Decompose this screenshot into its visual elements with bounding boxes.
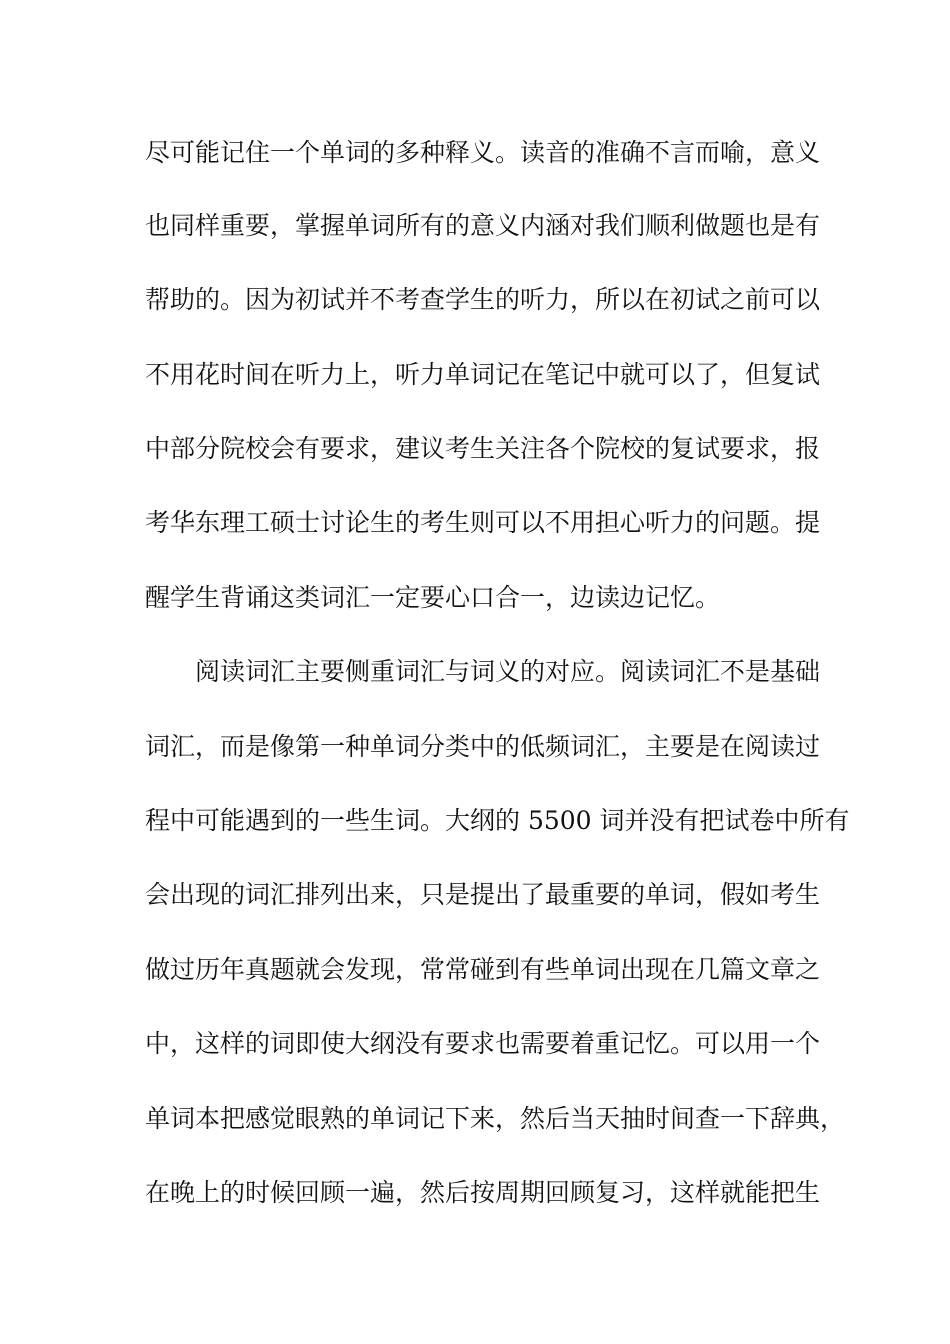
text-line: 在晚上的时候回顾一遍，然后按周期回顾复习，这样就能把生: [145, 1178, 821, 1207]
paragraph-first-line: 阅读词汇主要侧重词汇与词义的对应。阅读词汇不是基础: [195, 657, 821, 686]
text-line: 也同样重要，掌握单词所有的意义内涵对我们顺利做题也是有: [145, 211, 821, 240]
text-line: 程中可能遇到的一些生词。大纲的 5500 词并没有把试卷中所有: [145, 806, 850, 835]
text-line: 单词本把感觉眼熟的单词记下来，然后当天抽时间查一下辞典，: [145, 1104, 846, 1133]
text-line: 中部分院校会有要求，建议考生关注各个院校的复试要求，报: [145, 434, 821, 463]
text-line: 醒学生背诵这类词汇一定要心口合一，边读边记忆。: [145, 583, 721, 612]
text-line: 中，这样的词即使大纲没有要求也需要着重记忆。可以用一个: [145, 1029, 821, 1058]
text-line: 不用花时间在听力上，听力单词记在笔记中就可以了，但复试: [145, 360, 821, 389]
text-line: 尽可能记住一个单词的多种释义。读音的准确不言而喻，意义: [145, 138, 821, 167]
text-line: 帮助的。因为初试并不考查学生的听力，所以在初试之前可以: [145, 285, 821, 314]
text-line: 考华东理工硕士讨论生的考生则可以不用担心听力的问题。提: [145, 508, 821, 537]
text-line: 会出现的词汇排列出来，只是提出了最重要的单词，假如考生: [145, 880, 821, 909]
text-line: 词汇，而是像第一种单词分类中的低频词汇，主要是在阅读过: [145, 732, 821, 761]
text-line: 做过历年真题就会发现，常常碰到有些单词出现在几篇文章之: [145, 955, 821, 984]
